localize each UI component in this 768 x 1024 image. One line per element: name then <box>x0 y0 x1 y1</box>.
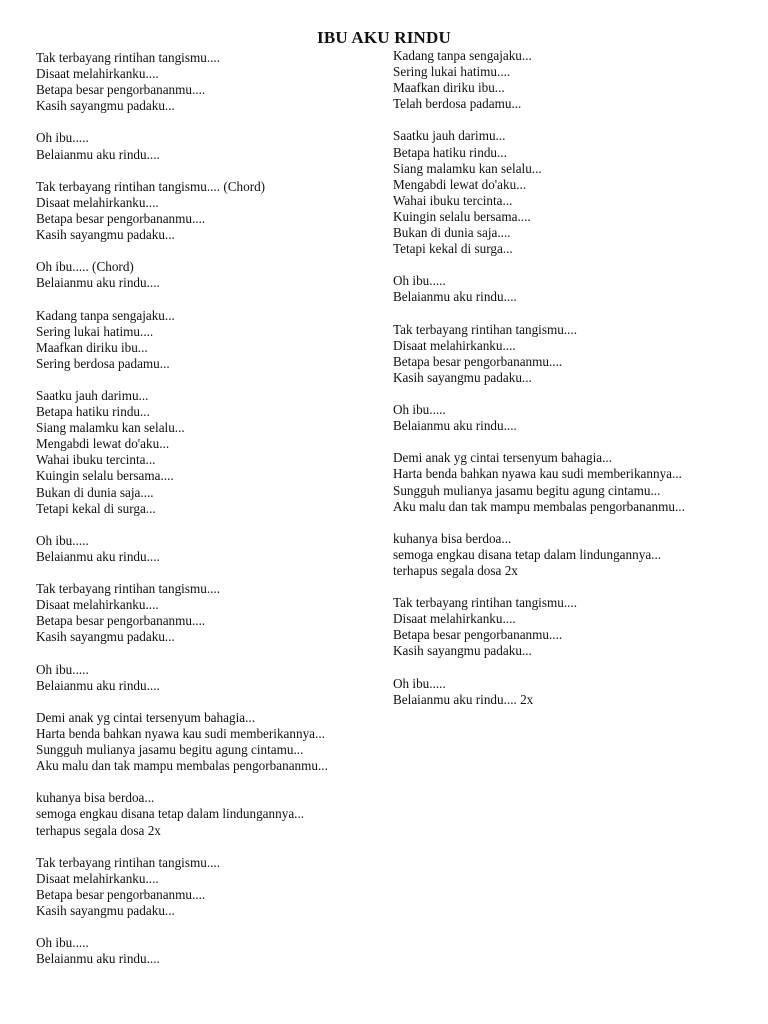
lyric-line: Belaianmu aku rindu.... <box>36 548 160 564</box>
lyric-line: Disaat melahirkanku.... <box>36 194 159 210</box>
lyric-stanza <box>393 322 763 386</box>
lyric-line: kuhanya bisa berdoa... <box>36 790 155 806</box>
lyric-stanza <box>393 676 763 708</box>
lyric-line: semoga engkau disana tetap dalam lindungannya... <box>393 546 662 562</box>
lyric-line: Sering lukai hatimu.... <box>36 323 154 339</box>
lyric-stanza <box>36 855 386 919</box>
lyric-line: Oh ibu..... <box>36 130 89 146</box>
lyric-line: Maafkan diriku ibu... <box>393 80 505 96</box>
lyric-line: Kasih sayangmu padaku... <box>36 629 175 645</box>
lyric-line: Tak terbayang rintihan tangismu.... (Chord) <box>36 178 266 194</box>
lyric-stanza <box>36 308 386 372</box>
lyric-line: Sering lukai hatimu.... <box>393 64 511 80</box>
lyric-stanza <box>36 130 386 162</box>
lyric-line: semoga engkau disana tetap dalam lindungannya... <box>36 806 305 822</box>
lyric-line: Belaianmu aku rindu.... <box>393 418 517 434</box>
lyric-stanza <box>36 581 386 645</box>
lyric-line: Belaianmu aku rindu.... <box>36 677 160 693</box>
lyric-line: Tetapi kekal di surga... <box>393 241 513 257</box>
lyric-line: terhapus segala dosa 2x <box>393 563 518 578</box>
lyric-line: Demi anak yg cintai tersenyum bahagia... <box>36 709 255 725</box>
lyric-line: Bukan di dunia saja.... <box>36 484 154 500</box>
lyric-stanza <box>36 662 386 694</box>
song-title: IBU AKU RINDU <box>317 28 451 47</box>
lyric-line: Oh ibu..... (Chord) <box>36 259 134 275</box>
lyrics-right-column <box>393 48 763 724</box>
lyric-line: Kuingin selalu bersama.... <box>36 468 174 484</box>
lyric-stanza <box>393 595 763 659</box>
lyric-line: Kuingin selalu bersama.... <box>393 208 531 224</box>
lyric-line: Kasih sayangmu padaku... <box>36 902 175 918</box>
lyric-line: kuhanya bisa berdoa... <box>393 530 512 546</box>
lyric-stanza <box>393 128 763 257</box>
lyric-line: Betapa besar pengorbananmu.... <box>36 82 206 98</box>
lyric-line: Bukan di dunia saja.... <box>393 225 511 241</box>
lyric-line: Mengabdi lewat do'aku... <box>393 176 527 192</box>
lyric-line: Tak terbayang rintihan tangismu.... <box>393 595 578 611</box>
lyric-line: Saatku jauh darimu... <box>393 128 506 144</box>
lyric-line: Tak terbayang rintihan tangismu.... <box>36 50 221 65</box>
lyric-line: Siang malamku kan selalu... <box>393 160 542 176</box>
lyric-stanza <box>393 531 763 579</box>
lyric-line: Kasih sayangmu padaku... <box>393 369 532 385</box>
lyric-line: Belaianmu aku rindu.... 2x <box>393 691 534 707</box>
lyric-line: Tak terbayang rintihan tangismu.... <box>36 854 221 870</box>
lyric-line: Oh ibu..... <box>36 935 89 951</box>
lyric-line: Belaianmu aku rindu.... <box>36 951 160 967</box>
lyric-line: Sungguh mulianya jasamu begitu agung cintamu... <box>36 742 304 758</box>
lyric-line: Harta benda bahkan nyawa kau sudi memberikannya... <box>36 725 325 741</box>
lyric-line: Aku malu dan tak mampu membalas pengorbananmu... <box>393 498 685 514</box>
lyric-line: Oh ibu..... <box>393 273 446 289</box>
lyric-stanza <box>393 48 763 112</box>
lyric-line: Tetapi kekal di surga... <box>36 500 156 516</box>
lyric-line: Tak terbayang rintihan tangismu.... <box>393 321 578 337</box>
lyric-line: Oh ibu..... <box>36 532 89 548</box>
lyric-line: Betapa hatiku rindu... <box>36 404 150 420</box>
lyric-line: Betapa besar pengorbananmu.... <box>36 886 206 902</box>
lyric-line: Disaat melahirkanku.... <box>36 66 159 82</box>
lyric-line: Oh ibu..... <box>393 402 446 418</box>
lyric-line: Oh ibu..... <box>393 675 446 691</box>
lyric-stanza <box>393 273 763 305</box>
lyric-line: Disaat melahirkanku.... <box>393 611 516 627</box>
lyric-line: Kasih sayangmu padaku... <box>393 643 532 659</box>
lyric-line: Betapa besar pengorbananmu.... <box>393 627 563 643</box>
lyric-line: terhapus segala dosa 2x <box>36 822 161 838</box>
lyric-stanza <box>36 935 386 967</box>
lyric-line: Sering berdosa padamu... <box>36 355 170 371</box>
lyric-line: Kadang tanpa sengajaku... <box>36 307 175 323</box>
lyric-line: Betapa besar pengorbananmu.... <box>36 210 206 226</box>
lyric-stanza <box>36 179 386 243</box>
lyric-stanza <box>393 450 763 514</box>
lyric-stanza <box>36 259 386 291</box>
lyric-line: Oh ibu..... <box>36 661 89 677</box>
lyric-line: Belaianmu aku rindu.... <box>36 275 160 291</box>
lyric-line: Betapa hatiku rindu... <box>393 144 507 160</box>
lyric-line: Mengabdi lewat do'aku... <box>36 436 170 452</box>
lyric-line: Belaianmu aku rindu.... <box>36 146 160 162</box>
lyric-line: Disaat melahirkanku.... <box>36 870 159 886</box>
lyric-line: Betapa besar pengorbananmu.... <box>393 353 563 369</box>
lyric-line: Kasih sayangmu padaku... <box>36 227 175 243</box>
lyric-line: Aku malu dan tak mampu membalas pengorbananmu... <box>36 758 328 774</box>
lyric-stanza <box>36 790 386 838</box>
lyric-line: Maafkan diriku ibu... <box>36 339 148 355</box>
lyric-line: Disaat melahirkanku.... <box>36 597 159 613</box>
lyric-line: Saatku jauh darimu... <box>36 387 149 403</box>
lyrics-left-column <box>36 50 386 983</box>
lyric-line: Harta benda bahkan nyawa kau sudi memberikannya... <box>393 466 682 482</box>
lyric-line: Wahai ibuku tercinta... <box>36 452 156 468</box>
lyric-line: Belaianmu aku rindu.... <box>393 289 517 305</box>
lyric-line: Tak terbayang rintihan tangismu.... <box>36 581 221 597</box>
lyric-line: Telah berdosa padamu... <box>393 96 522 112</box>
lyric-line: Kadang tanpa sengajaku... <box>393 48 532 63</box>
lyric-line: Demi anak yg cintai tersenyum bahagia... <box>393 450 612 466</box>
lyric-line: Sungguh mulianya jasamu begitu agung cintamu... <box>393 482 661 498</box>
lyric-stanza <box>393 402 763 434</box>
lyric-line: Kasih sayangmu padaku... <box>36 98 175 114</box>
lyric-stanza <box>36 710 386 774</box>
lyric-stanza <box>36 533 386 565</box>
lyric-line: Wahai ibuku tercinta... <box>393 192 513 208</box>
lyric-stanza <box>36 388 386 517</box>
lyric-line: Siang malamku kan selalu... <box>36 420 185 436</box>
lyric-line: Disaat melahirkanku.... <box>393 337 516 353</box>
lyric-line: Betapa besar pengorbananmu.... <box>36 613 206 629</box>
lyric-stanza <box>36 50 386 114</box>
